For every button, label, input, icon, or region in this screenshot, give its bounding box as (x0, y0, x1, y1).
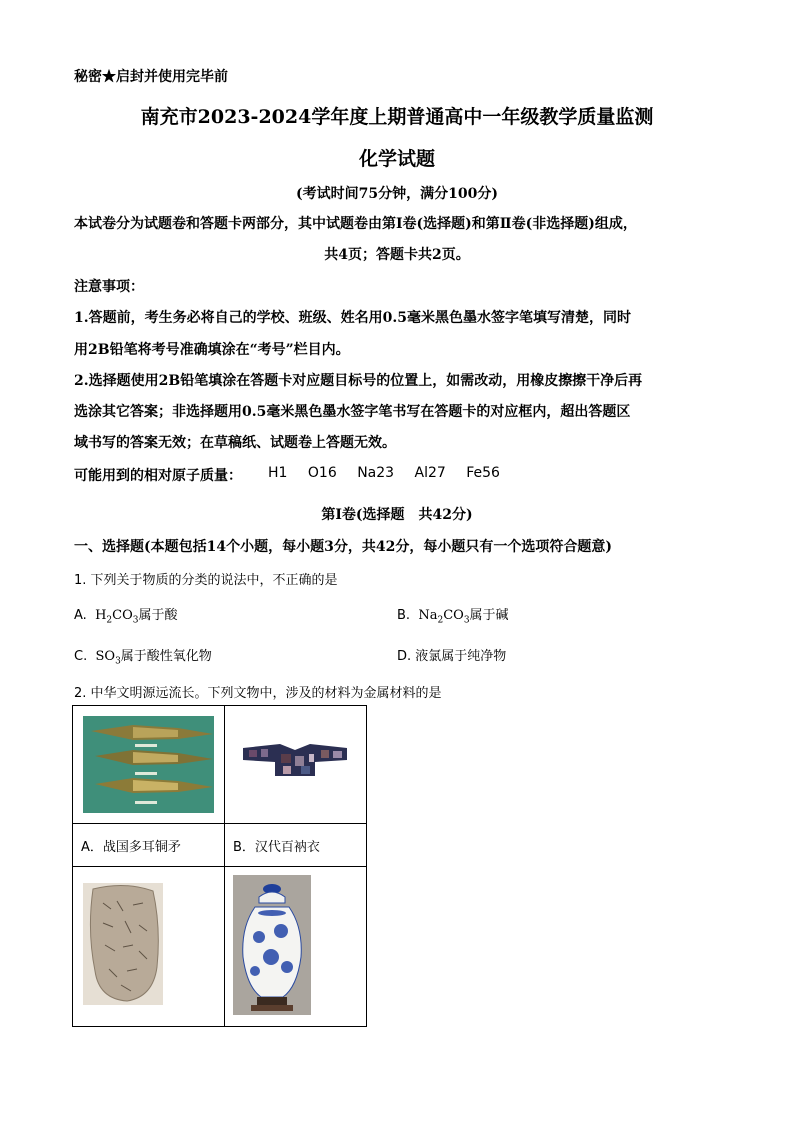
atomic-mass-al: Al27 (414, 465, 446, 481)
relic-a-image-cell (73, 706, 225, 824)
exam-title: 南充市2023-2024学年度上期普通高中一年级教学质量监测 (140, 106, 654, 128)
patchwork-robe-image (225, 706, 366, 819)
question-2-stem: 2. 中华文明源远流长。下列文物中，涉及的材料为金属材料的是 (74, 686, 442, 701)
jar-stand (257, 997, 287, 1005)
notice-line-1: 1.答题前，考生务必将自己的学校、班级、姓名用0.5毫米黑色墨水签字笔填写清楚，同时 (74, 310, 631, 326)
notice-line-5: 域书写的答案无效；在草稿纸、试题卷上答题无效。 (74, 435, 396, 451)
q1-option-d: D. 液氯属于纯净物 (397, 649, 507, 664)
atomic-mass-label: 可能用到的相对原子质量： (74, 468, 242, 484)
relics-table (72, 705, 367, 1027)
q1-option-a: A. $H_2CO_3$属于酸 (74, 608, 178, 626)
relic-c-image-cell (73, 867, 225, 1027)
exam-subtitle: 化学试题 (358, 148, 435, 170)
intro-line-1: 本试卷分为试题卷和答题卡两部分，其中试题卷由第Ⅰ卷(选择题)和第Ⅱ卷(非选择题)组成， (74, 216, 637, 232)
relic-b-image-cell (225, 706, 367, 824)
notice-line-4: 选涂其它答案；非选择题用0.5毫米黑色墨水签字笔书写在答题卡的对应框内，超出答题区 (74, 404, 631, 420)
notice-line-2: 用2B铅笔将考号准确填涂在“考号”栏目内。 (74, 342, 350, 358)
part-one-heading: 第Ⅰ卷(选择题 共42分) (321, 507, 473, 523)
bronze-spear-image (73, 706, 224, 819)
notice-line-3: 2.选择题使用2B铅笔填涂在答题卡对应题目标号的位置上，如需改动，用橡皮擦擦干净后再 (74, 373, 643, 389)
relic-a-caption: A．战国多耳铜矛 (73, 824, 225, 867)
notice-heading: 注意事项： (74, 279, 144, 295)
q1-option-b: B. $Na_2CO_3$属于碱 (397, 608, 509, 626)
question-1-stem: 1. 下列关于物质的分类的说法中，不正确的是 (74, 573, 338, 588)
relic-d-image-cell (225, 867, 367, 1027)
atomic-mass-h: H1 (268, 465, 288, 481)
q1-option-c: C. $SO_3$属于酸性氧化物 (74, 649, 212, 667)
section-one-heading: 一、选择题(本题包括14个小题，每小题3分，共42分，每小题只有一个选项符合题意) (74, 539, 612, 555)
relic-b-caption: B．汉代百衲衣 (225, 824, 367, 867)
oracle-bone-image (73, 867, 224, 1022)
porcelain-jar-image (225, 867, 366, 1022)
atomic-mass-o: O16 (307, 465, 337, 481)
exam-time: (考试时间75分钟，满分100分) (296, 186, 498, 202)
atomic-mass-list (268, 465, 516, 481)
intro-line-2: 共4页；答题卡共2页。 (324, 247, 470, 263)
atomic-mass-fe: Fe56 (466, 465, 500, 481)
secret-mark: 秘密★启封并使用完毕前 (74, 69, 228, 85)
atomic-mass-na: Na23 (357, 465, 395, 481)
